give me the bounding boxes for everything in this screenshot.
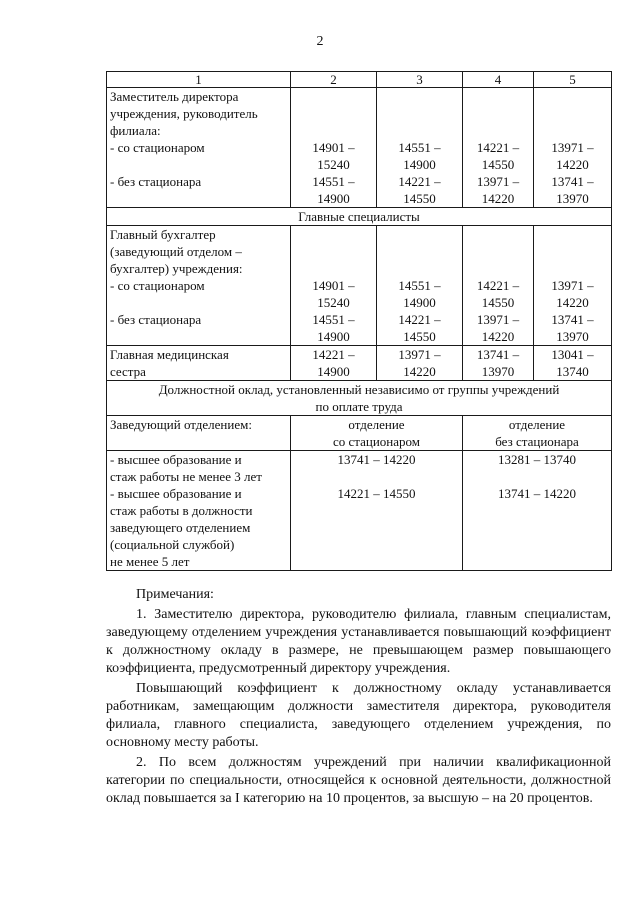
value-line: 14221 – [312,347,355,362]
value-line: 14900 [403,295,436,310]
requirement-line: - высшее образование и [110,486,242,501]
header-cell: 3 [377,72,463,88]
position-title: Главная медицинская [110,347,229,362]
column-caption [463,416,612,451]
value-line: 14900 [403,157,436,172]
table-row [107,346,612,381]
value-line: 13741 – [551,174,594,189]
position-cell [107,451,291,571]
value-line: 13041 – [551,347,594,362]
note-paragraph: 1. Заместителю директора, руководителю филиала, главным специалистам, заведующему отделением учреждения устанавливается повышающий коэффициент к должностному окладу в размере, не превышающем размер повышающего коэффициента, предусмотренный директору учреждения. [106,607,611,676]
section-title [107,381,612,416]
position-title: сестра [110,364,146,379]
value-line: 13741 – 14220 [498,486,576,501]
table-header-row [107,72,612,88]
value-cell [377,226,463,346]
position-title: (заведующий отделом – [110,244,242,259]
requirement-line: - высшее образование и [110,452,242,467]
value-line: 13971 – [398,347,441,362]
sub-label: - со стационаром [110,140,205,155]
value-line: 14550 [403,191,436,206]
value-cell [463,226,534,346]
notes-section [106,586,611,808]
value-cell [463,451,612,571]
header-cell: 4 [463,72,534,88]
notes-title: Примечания: [136,587,214,602]
requirement-line: заведующего отделением [110,520,251,535]
value-line: 14550 [481,295,515,310]
value-line: 14551 – [312,312,355,327]
value-line: 14220 [556,157,589,172]
value-cell [463,346,534,381]
value-cell [534,346,612,381]
table-row [107,416,612,451]
requirement-line: стаж работы не менее 3 лет [110,469,262,484]
position-cell [107,226,291,346]
value-cell [291,346,377,381]
value-line: 13971 – [476,174,520,189]
value-line: 15240 [317,157,350,172]
position-title: филиала: [110,123,161,138]
value-line: 13971 – [476,312,520,327]
value-cell [534,226,612,346]
value-line: 14220 [556,295,589,310]
position-title: учреждения, руководитель [110,106,258,121]
value-line: 13741 – 14220 [337,452,416,467]
section-title-line: по оплате труда [315,399,403,414]
header-cell: 5 [534,72,612,88]
value-cell [291,451,463,571]
section-row [107,208,612,226]
position-cell [107,88,291,208]
value-line: 14551 – [398,140,441,155]
header-cell: 1 [107,72,291,88]
value-line: 13971 – [551,278,594,293]
sub-label: - со стационаром [110,278,205,293]
value-line: 13971 – [551,140,594,155]
value-line: 14900 [317,191,350,206]
value-line: 14221 – [476,140,520,155]
value-line: 13970 [481,364,515,379]
value-cell [291,226,377,346]
column-caption-line: отделение [508,417,566,432]
position-title: бухгалтер) учреждения: [110,261,243,276]
sub-label: - без стационара [110,174,202,189]
value-line: 13281 – 13740 [498,452,576,467]
value-cell [463,88,534,208]
column-caption-line: без стационара [495,434,579,449]
page-number: 2 [316,34,324,49]
position-cell [107,346,291,381]
value-line: 13741 – [551,312,594,327]
position-title: Заместитель директора [110,89,239,104]
column-caption-line: со стационаром [332,434,421,449]
salary-table [106,71,612,571]
section-title-line: Должностной оклад, установленный независимо от группы учреждений [158,382,560,397]
table-row [107,88,612,208]
column-caption-line: отделение [348,417,405,432]
value-line: 14221 – [398,312,441,327]
value-line: 14901 – [312,278,355,293]
value-line: 14220 [403,364,436,379]
header-cell: 2 [291,72,377,88]
value-line: 13740 [556,364,589,379]
value-line: 14220 [481,191,515,206]
value-line: 14550 [403,329,436,344]
value-cell [291,88,377,208]
value-line: 15240 [317,295,350,310]
note-paragraph: 2. По всем должностям учреждений при наличии квалификационной категории по специальности, относящейся к основной деятельности, должностной оклад повышается за I категорию на 10 процентов, за высшую – на 20 процентов. [106,755,611,806]
value-line: 13741 – [476,347,520,362]
requirement-line: не менее 5 лет [110,554,190,569]
value-cell [534,88,612,208]
requirement-line: (социальной службой) [110,537,235,552]
section-title: Главные специалисты [107,208,612,226]
value-line: 14221 – [476,278,520,293]
note-paragraph: Повышающий коэффициент к должностному окладу устанавливается работникам, замещающим должности заместителя директора, руководителя филиала, главного специалиста, заведующего отделением учреждения, по основному месту работы. [106,681,611,750]
requirement-line: стаж работы в должности [110,503,253,518]
value-cell [377,346,463,381]
value-line: 13970 [556,191,589,206]
value-cell [377,88,463,208]
table-row [107,451,612,571]
value-line: 14900 [317,364,350,379]
value-line: 14220 [481,329,515,344]
position-cell: Заведующий отделением: [107,416,291,451]
value-line: 14550 [481,157,515,172]
column-caption [291,416,463,451]
position-title: Главный бухгалтер [110,227,216,242]
section-row [107,381,612,416]
value-line: 14901 – [312,140,355,155]
value-line: 14551 – [398,278,441,293]
value-line: 14900 [317,329,350,344]
value-line: 14551 – [312,174,355,189]
table-row [107,226,612,346]
value-line: 13970 [556,329,589,344]
value-line: 14221 – [398,174,441,189]
value-line: 14221 – 14550 [337,486,416,501]
sub-label: - без стационара [110,312,202,327]
